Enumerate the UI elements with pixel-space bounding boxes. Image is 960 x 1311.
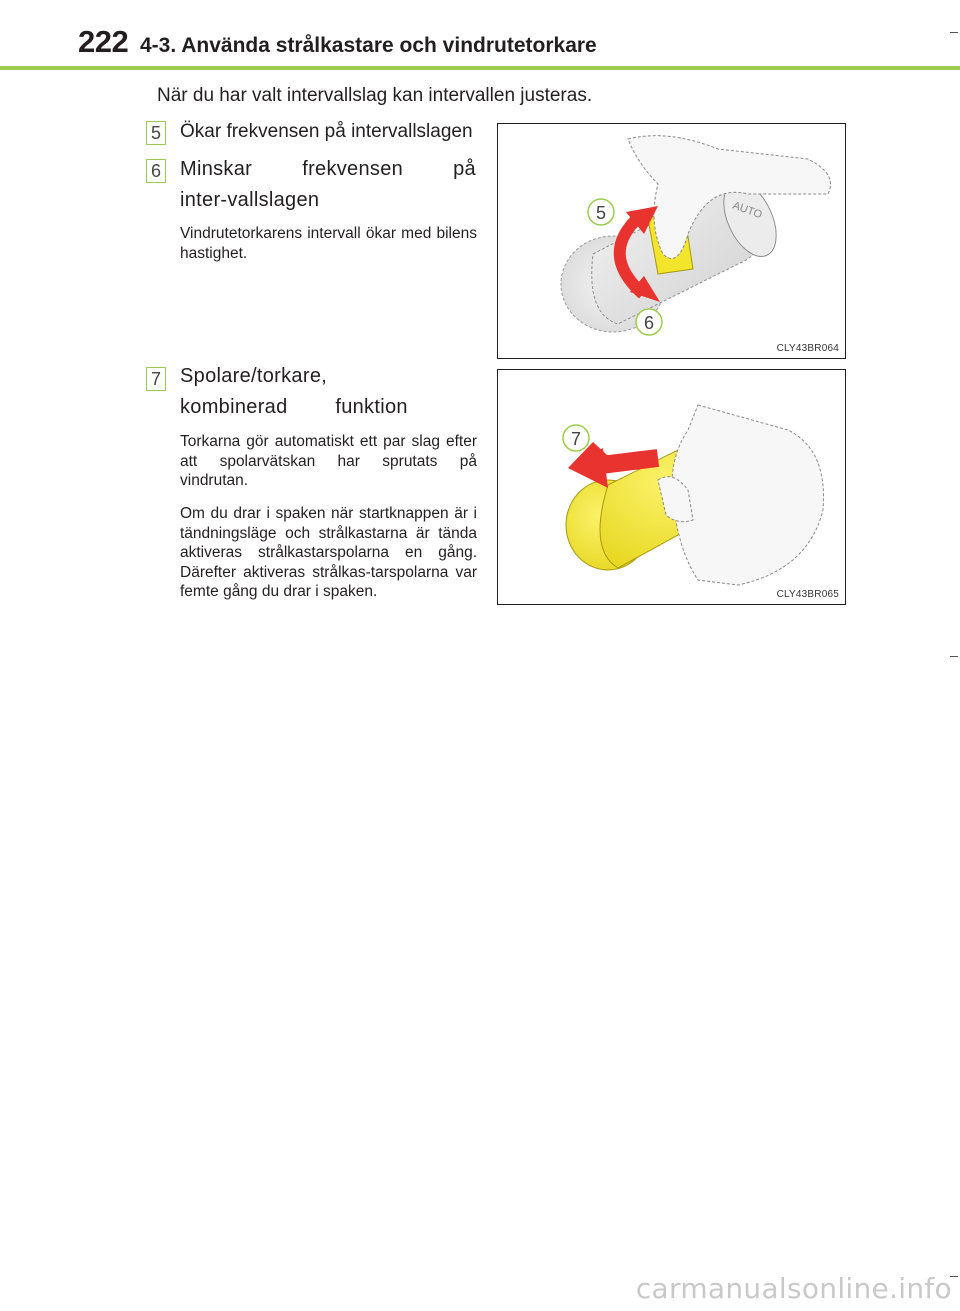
item-number-badge: 6 bbox=[146, 159, 166, 183]
illustration-svg bbox=[498, 370, 845, 604]
item-number-badge: 5 bbox=[146, 121, 166, 145]
section-title: 4-3. Använda strålkastare och vindrutetorkare bbox=[140, 34, 597, 57]
callout-6: 6 bbox=[643, 313, 655, 333]
crop-mark bbox=[950, 656, 958, 657]
callout-7: 7 bbox=[570, 429, 582, 449]
illustration-svg bbox=[498, 124, 845, 358]
intro-text: När du har valt intervallslag kan intervallen justeras. bbox=[157, 85, 593, 106]
item-title: Spolare/torkare, kombinerad funktion bbox=[180, 365, 408, 418]
figure-code: CLY43BR065 bbox=[776, 589, 839, 600]
item-title: Minskar frekvensen på inter-vallslagen bbox=[180, 158, 476, 211]
item-description: Vindrutetorkarens intervall ökar med bilens hastighet. bbox=[180, 225, 477, 262]
item-number-badge: 7 bbox=[146, 367, 166, 391]
watermark: carmanualsonline.info bbox=[635, 1272, 952, 1305]
callout-5: 5 bbox=[595, 203, 607, 223]
crop-mark bbox=[950, 32, 958, 33]
page-number: 222 bbox=[78, 24, 129, 59]
item-description: Torkarna gör automatiskt ett par slag efter att spolarvätskan har sprutats på vindrutan. bbox=[180, 433, 477, 489]
item-title: Ökar frekvensen på intervallslagen bbox=[180, 121, 473, 142]
header-rule bbox=[0, 66, 960, 70]
illustration-wiper-interval bbox=[497, 123, 846, 359]
item-description: Om du drar i spaken när startknappen är i tändningsläge och strålkastarna är tända aktiveras strålkastarspolarna en gång. Därefter aktiveras strålkas-tarspolarna var femte gång du drar i spaken. bbox=[180, 505, 477, 600]
illustration-washer-pull bbox=[497, 369, 846, 605]
lever-auto-label: AUTO bbox=[730, 199, 764, 222]
figure-code: CLY43BR064 bbox=[776, 343, 839, 354]
